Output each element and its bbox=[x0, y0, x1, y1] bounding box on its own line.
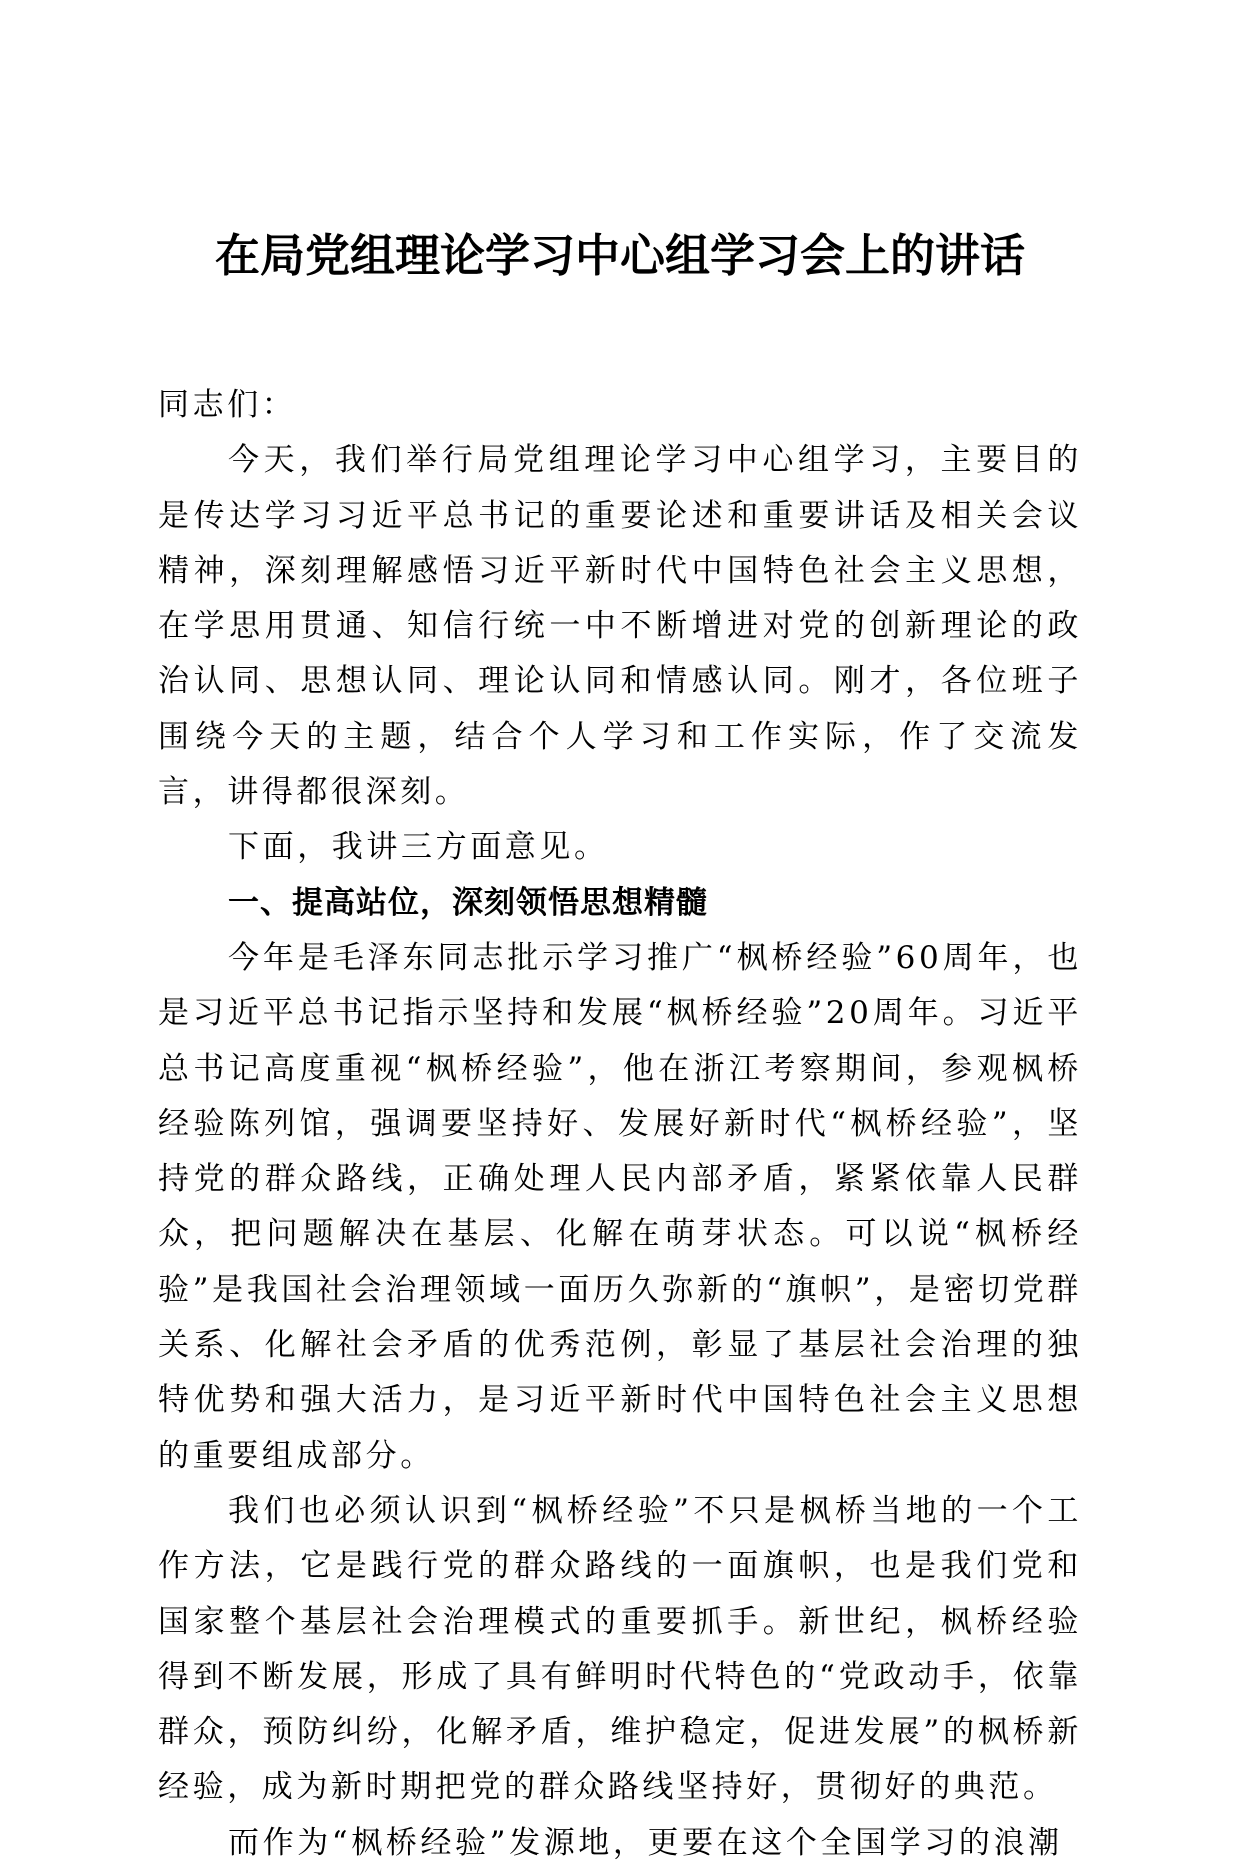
salutation: 同志们： bbox=[158, 387, 297, 423]
paragraph-intro: 今天，我们举行局党组理论学习中心组学习，主要目的是传达学习习近平总书记的重要论述和重要讲话及相关会议精神，深刻理解感悟习近平新时代中国特色社会主义思想，在学思用贯通、知信行统一中不断增进对党的创新理论的政治认同、思想认同、理论认同和情感认同。刚才，各位班子围绕今天的主题，结合个人学习和工作实际，作了交流发言，讲得都很深刻。 bbox=[158, 442, 1082, 811]
paragraph-outline: 下面，我讲三方面意见。 bbox=[228, 829, 609, 866]
section-paragraph: 而作为“枫桥经验”发源地，更要在这个全国学习的浪潮 bbox=[228, 1824, 1063, 1861]
document-title: 在局党组理论学习中心组学习会上的讲话 bbox=[214, 229, 1025, 282]
section-paragraph: 我们也必须认识到“枫桥经验”不只是枫桥当地的一个工作方法，它是践行党的群众路线的一面旗帜，也是我们党和国家整个基层社会治理模式的重要抓手。新世纪，枫桥经验得到不断发展，形成了具有鲜明时代特色的“党政动手，依靠群众，预防纠纷，化解矛盾，维护稳定，促进发展”的枫桥新经验，成为新时期把党的群众路线坚持好，贯彻好的典范。 bbox=[158, 1492, 1082, 1806]
document-body bbox=[158, 378, 1082, 1871]
section-heading: 一、提高站位，深刻领悟思想精髓 bbox=[228, 884, 708, 921]
section-paragraph: 今年是毛泽东同志批示学习推广“枫桥经验”60周年，也是习近平总书记指示坚持和发展“枫桥经验”20周年。习近平总书记高度重视“枫桥经验”，他在浙江考察期间，参观枫桥经验陈列馆，强调要坚持好、发展好新时代“枫桥经验”，坚持党的群众路线，正确处理人民内部矛盾，紧紧依靠人民群众，把问题解决在基层、化解在萌芽状态。可以说“枫桥经验”是我国社会治理领域一面历久弥新的“旗帜”，是密切党群关系、化解社会矛盾的优秀范例，彰显了基层社会治理的独特优势和强大活力，是习近平新时代中国特色社会主义思想的重要组成部分。 bbox=[158, 939, 1082, 1474]
